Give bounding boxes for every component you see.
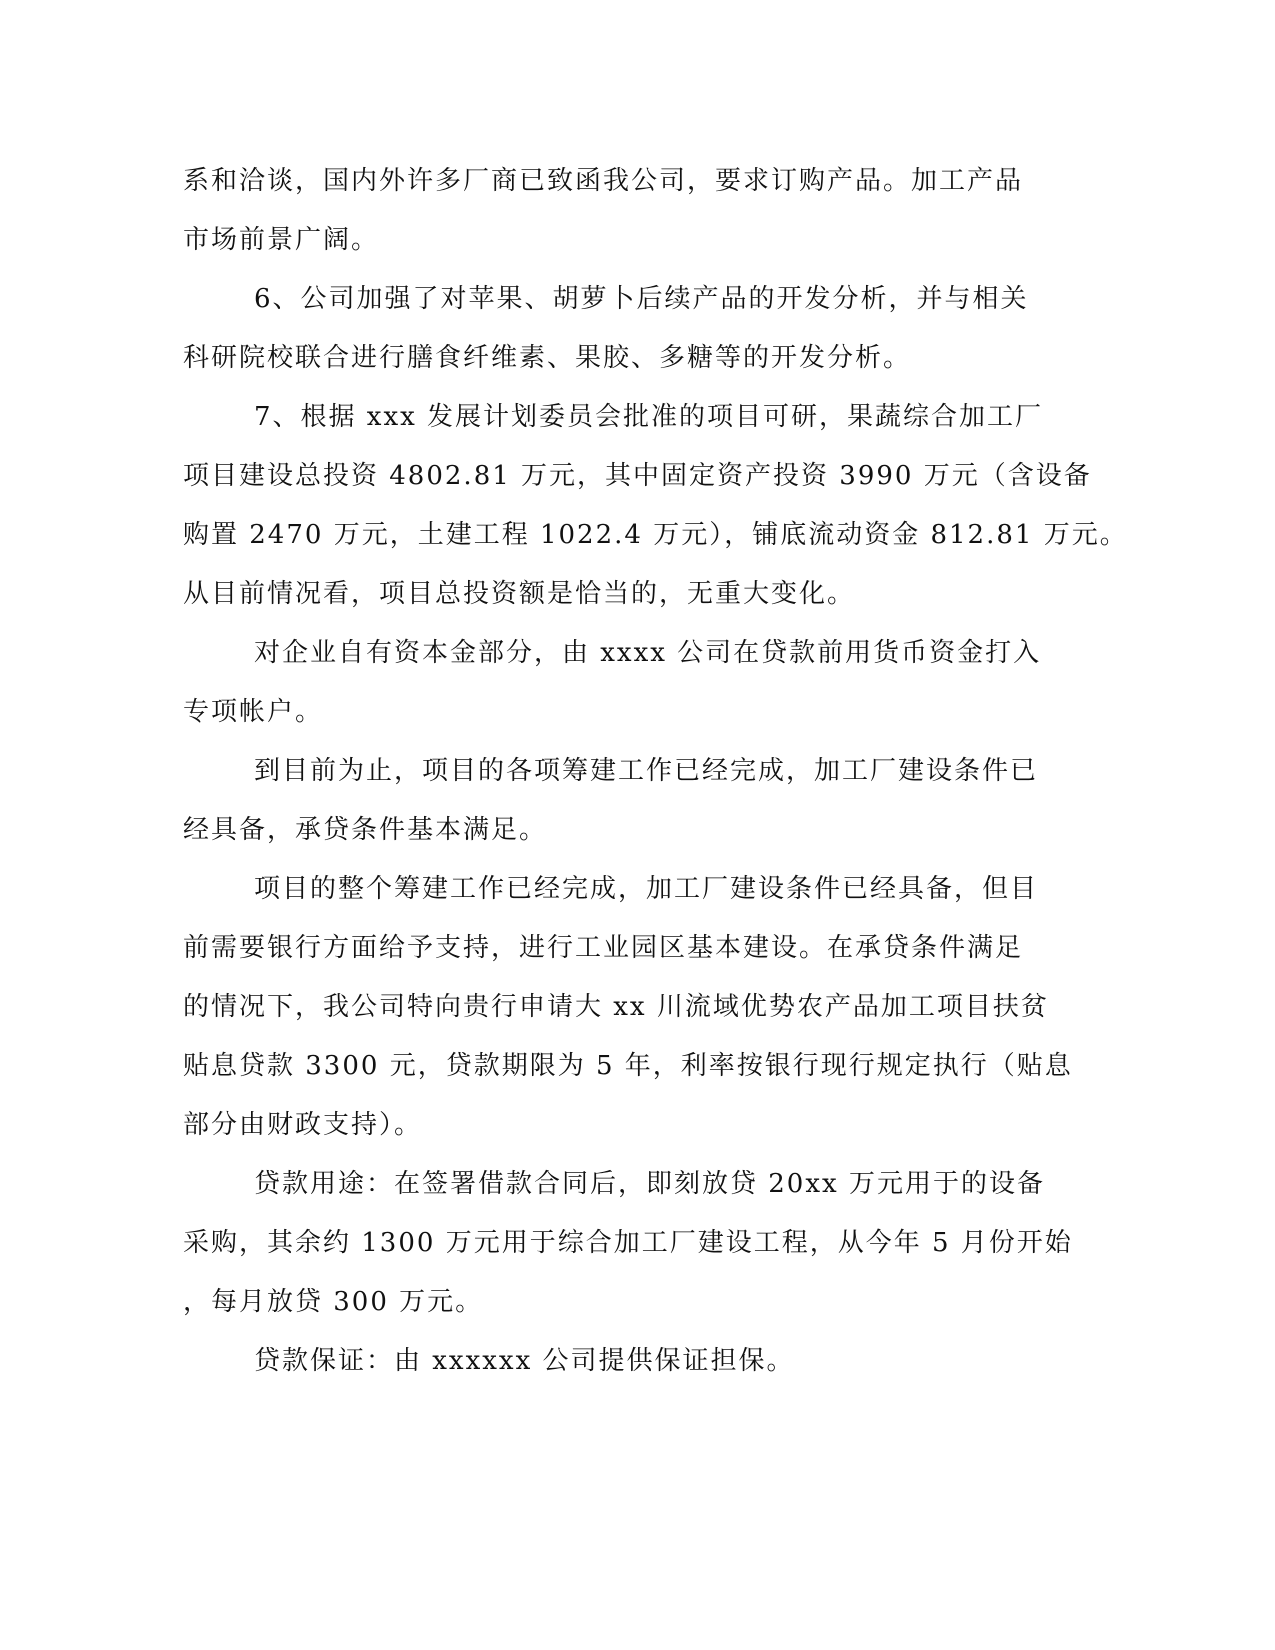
text-line: 7、根据 xxx 发展计划委员会批准的项目可研，果蔬综合加工厂 bbox=[254, 402, 1044, 432]
text-line: 贷款用途：在签署借款合同后，即刻放贷 20xx 万元用于的设备 bbox=[254, 1169, 1045, 1199]
text-line: 贴息贷款 3300 元，贷款期限为 5 年，利率按银行现行规定执行（贴息 bbox=[183, 1051, 1073, 1081]
text-line: 到目前为止，项目的各项筹建工作已经完成，加工厂建设条件已 bbox=[254, 756, 1039, 786]
text-line: 采购，其余约 1300 万元用于综合加工厂建设工程，从今年 5 月份开始 bbox=[183, 1228, 1073, 1258]
text-line: 的情况下，我公司特向贵行申请大 xx 川流域优势农产品加工项目扶贫 bbox=[183, 992, 1049, 1022]
text-line: 系和洽谈，国内外许多厂商已致函我公司，要求订购产品。加工产品 bbox=[183, 166, 1024, 196]
text-line: 市场前景广阔。 bbox=[183, 225, 380, 255]
text-line: 6、公司加强了对苹果、胡萝卜后续产品的开发分析，并与相关 bbox=[254, 284, 1029, 314]
text-line: 项目的整个筹建工作已经完成，加工厂建设条件已经具备，但目 bbox=[254, 874, 1039, 904]
text-line: 从目前情况看，项目总投资额是恰当的，无重大变化。 bbox=[183, 579, 856, 609]
text-line: 前需要银行方面给予支持，进行工业园区基本建设。在承贷条件满足 bbox=[183, 933, 1024, 963]
text-line: 科研院校联合进行膳食纤维素、果胶、多糖等的开发分析。 bbox=[183, 343, 912, 373]
text-line: 经具备，承贷条件基本满足。 bbox=[183, 815, 548, 845]
text-line: 对企业自有资本金部分，由 xxxx 公司在贷款前用货币资金打入 bbox=[254, 638, 1042, 668]
text-line: ，每月放贷 300 万元。 bbox=[183, 1287, 484, 1317]
text-line: 专项帐户。 bbox=[183, 697, 324, 727]
text-line: 购置 2470 万元，土建工程 1022.4 万元），铺底流动资金 812.81 万元。 bbox=[183, 520, 1128, 550]
text-line: 项目建设总投资 4802.81 万元，其中固定资产投资 3990 万元（含设备 bbox=[183, 461, 1092, 491]
text-line: 部分由财政支持）。 bbox=[183, 1110, 423, 1140]
text-line: 贷款保证：由 xxxxxx 公司提供保证担保。 bbox=[254, 1346, 795, 1376]
